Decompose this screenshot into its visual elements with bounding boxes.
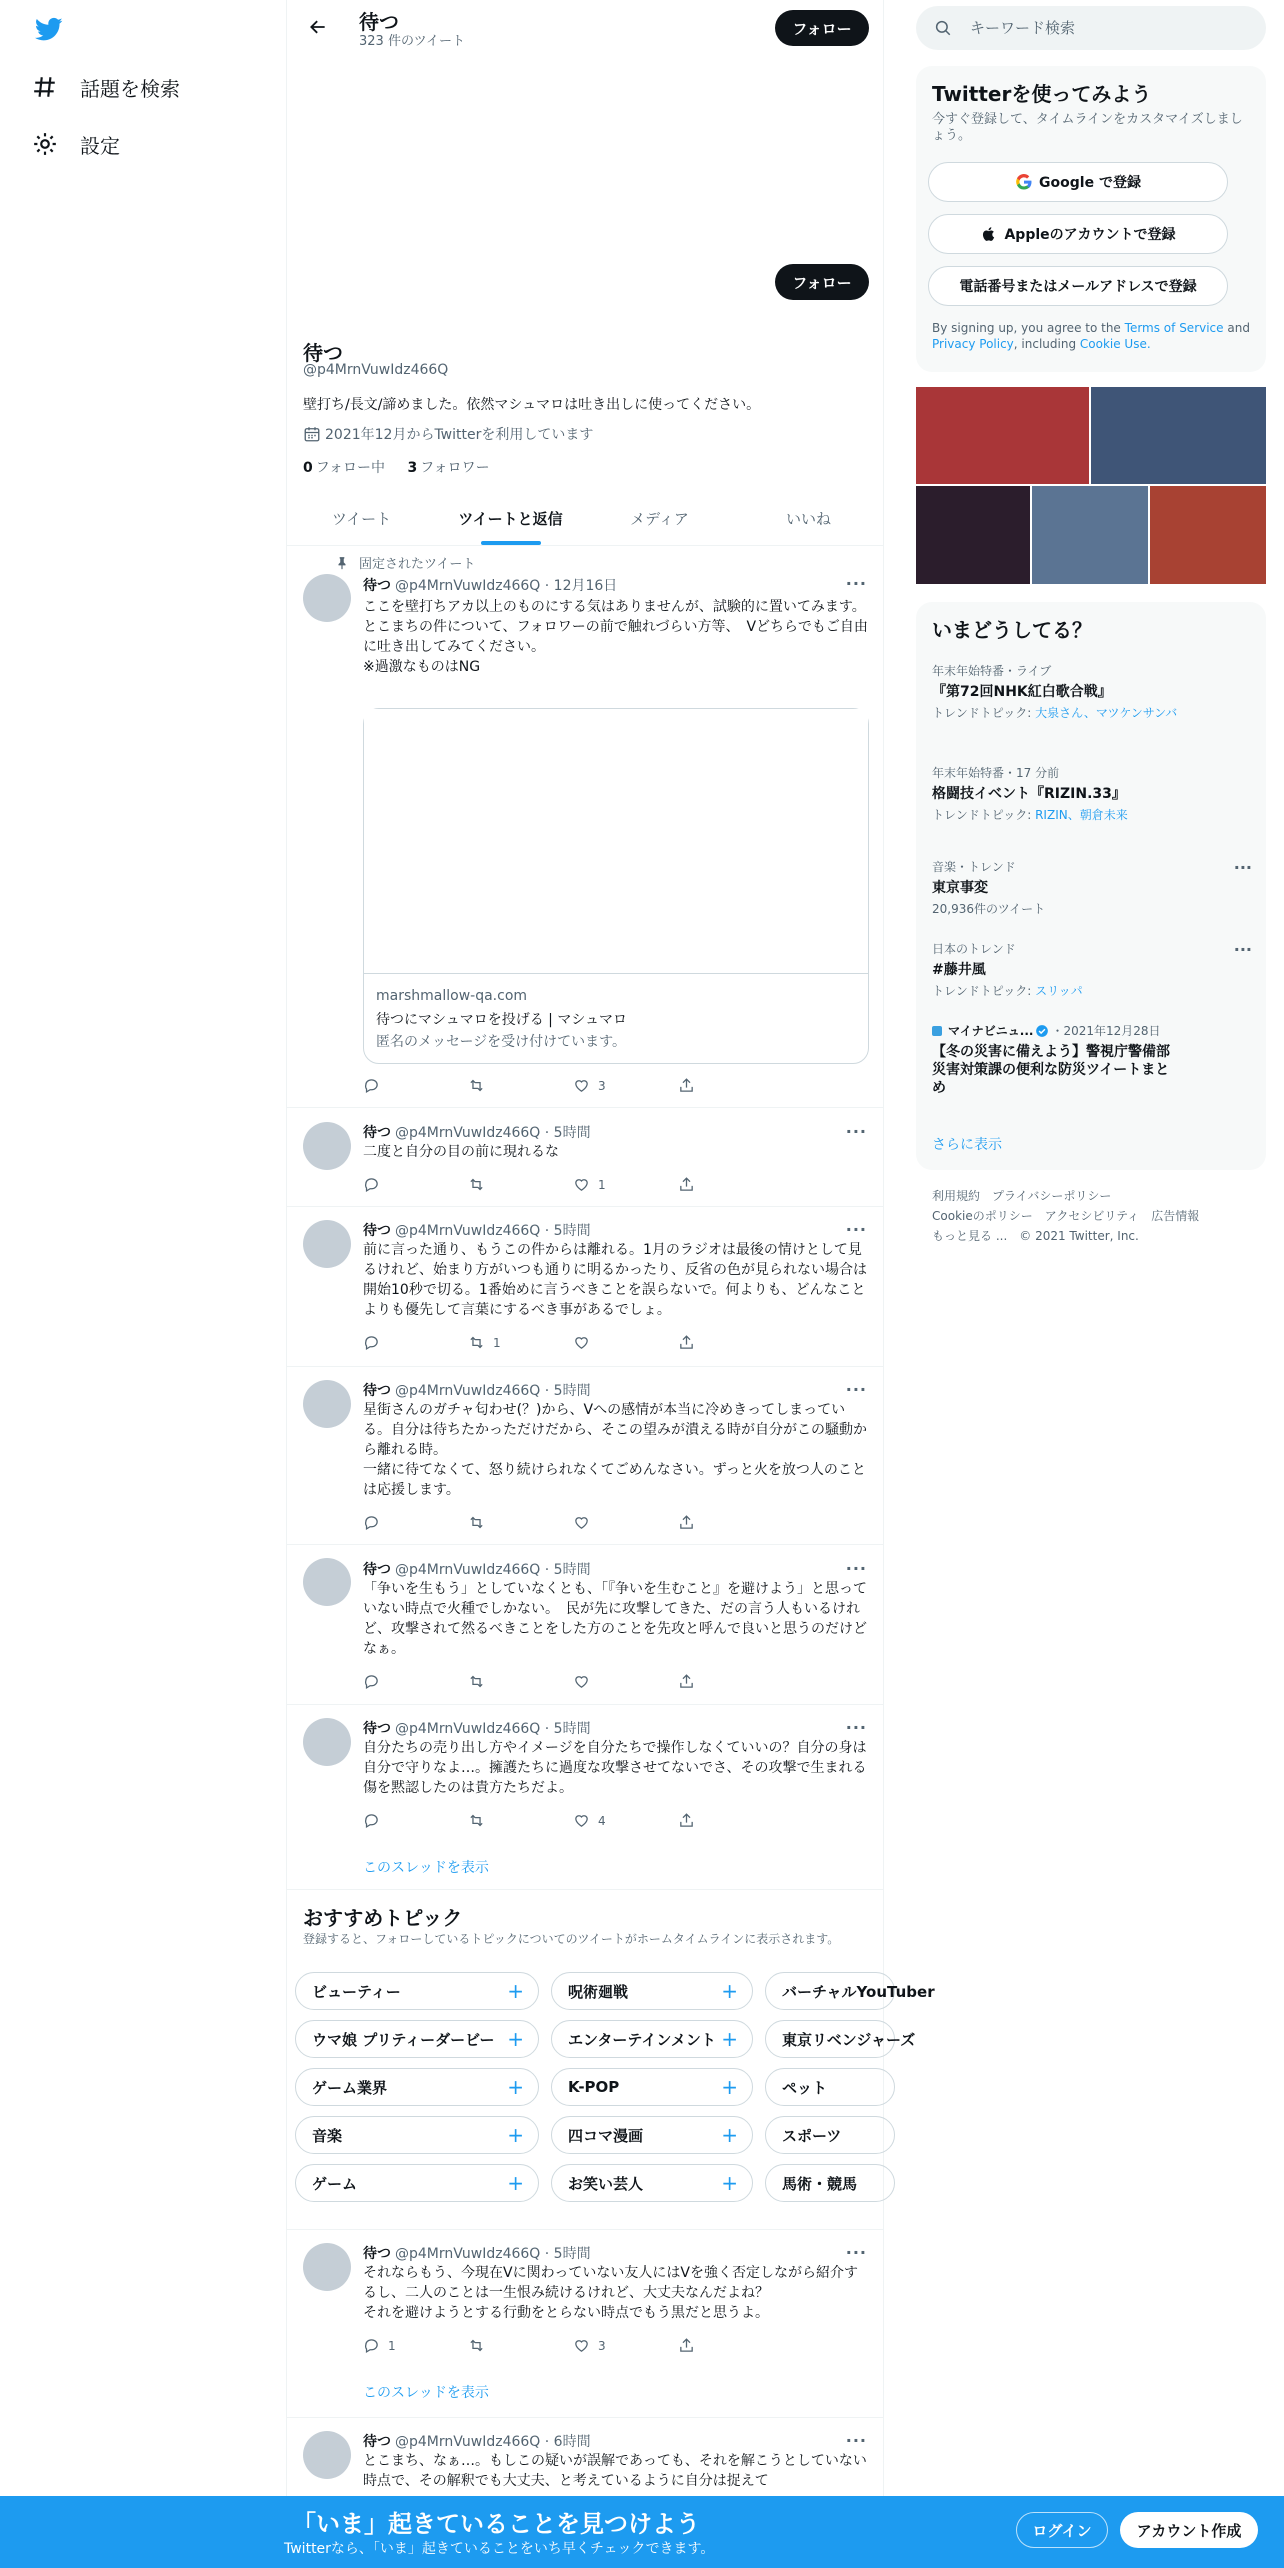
link-card-description: 匿名のメッセージを受け付けています。: [376, 1034, 627, 1050]
reply-button[interactable]: [363, 1812, 468, 1829]
recommended-topics: [287, 1890, 935, 2230]
tweet-author-name[interactable]: 待つ: [363, 2246, 391, 2262]
more-icon[interactable]: ···: [1233, 858, 1252, 877]
trend-title: 『第72回NHK紅白歌合戦』: [932, 684, 1112, 700]
trend-category: 日本のトレンド: [932, 942, 1016, 956]
tweet-text: それならもう、今現在Vに関わっていない友人にはVを強く否定しながら紹介するし、二人のことは一生恨み続けるけれど、大丈夫なんだよね？ それを避けようとする行動をとらない時点でもう黒だと思うよ。: [363, 2265, 859, 2321]
like-count: 3: [598, 2338, 606, 2353]
retweet-button[interactable]: [468, 1176, 573, 1193]
share-icon: [678, 1077, 695, 1094]
trend-category: 年末年始特番・17 分前: [932, 766, 1060, 780]
plus-icon[interactable]: +: [507, 2171, 524, 2195]
header-title: 待つ: [359, 10, 399, 34]
tweet-time[interactable]: 5時間: [553, 1125, 591, 1141]
back-button[interactable]: [301, 10, 335, 44]
reply-button[interactable]: [363, 1514, 468, 1531]
link-card[interactable]: [363, 708, 869, 1064]
avatar[interactable]: [303, 1220, 351, 1268]
footer-link-ads[interactable]: 広告情報: [1151, 1209, 1200, 1223]
topic-chip-label: エンターテインメント: [568, 2030, 716, 2049]
tweet-header: 待つ @p4MrnVuwIdz466Q · 6時間: [363, 2434, 591, 2450]
like-button[interactable]: [573, 1514, 678, 1531]
tweet-author-handle[interactable]: @p4MrnVuwIdz466Q: [395, 578, 541, 594]
tweet-actions: [363, 1334, 783, 1351]
share-button[interactable]: [678, 1334, 783, 1351]
retweet-button[interactable]: [468, 1812, 573, 1829]
share-button[interactable]: [678, 1514, 783, 1531]
trend-item[interactable]: [932, 858, 1252, 917]
trend-item[interactable]: [932, 764, 1252, 823]
retweet-icon: [468, 1077, 485, 1094]
footer-link-cookie[interactable]: Cookieのポリシー: [932, 1209, 1033, 1223]
topic-chip[interactable]: [551, 2164, 753, 2202]
tweet-time[interactable]: 5時間: [553, 1383, 591, 1399]
topic-chip-label: バーチャルYouTuber: [782, 1982, 935, 2001]
verified-badge-icon: [1035, 1024, 1049, 1038]
topic-chip-label: ペット: [782, 2078, 828, 2097]
topic-chip[interactable]: [551, 2068, 753, 2106]
topic-chip[interactable]: [765, 2068, 895, 2106]
profile-bio: 壁打ち/長文/諦めました。依然マシュマロは吐き出しに使ってください。: [303, 397, 761, 413]
following-link[interactable]: [303, 460, 385, 476]
topic-chip[interactable]: [295, 2164, 539, 2202]
share-button[interactable]: [678, 1673, 783, 1690]
search-box[interactable]: [916, 6, 1266, 50]
trend-category: 年末年始特番・ライブ: [932, 664, 1052, 678]
google-icon: [1015, 173, 1033, 191]
profile-follow-button[interactable]: フォロー: [775, 264, 869, 300]
tweet-time[interactable]: 5時間: [553, 1721, 591, 1737]
legal-text: and: [1227, 321, 1250, 335]
heart-icon: [573, 1334, 590, 1351]
topic-chip[interactable]: [765, 2164, 895, 2202]
phone-email-signup-button[interactable]: 電話番号またはメールアドレスで登録: [928, 266, 1228, 306]
reply-icon: [363, 1514, 380, 1531]
signup-panel: [916, 66, 1266, 372]
following-count: 0: [303, 460, 313, 476]
tweet-text: とこまち、なぁ…。もしこの疑いが誤解であっても、それを解こうとしていない時点で、その解釈でも大丈夫、と考えているように自分は捉えて: [363, 2453, 867, 2489]
profile-timeline: [286, 0, 935, 2500]
trend-item[interactable]: [932, 940, 1252, 999]
like-count: 4: [598, 1813, 606, 1828]
tweet-author-handle[interactable]: @p4MrnVuwIdz466Q: [395, 1383, 541, 1399]
media-grid: [916, 387, 1266, 584]
topic-chip-label: 呪術廻戦: [568, 1982, 629, 2001]
calendar-icon: [303, 425, 321, 443]
avatar[interactable]: [303, 1122, 351, 1170]
tweet-header: 待つ @p4MrnVuwIdz466Q · 12月16日: [363, 578, 618, 594]
footer-links: [932, 1186, 1262, 1246]
pinned-label: [335, 553, 475, 572]
google-signup-label: Google で登録: [1039, 175, 1141, 191]
trend-tweet-count: 20,936件のツイート: [932, 902, 1046, 916]
trend-sub-label: トレンドトピック:: [932, 706, 1036, 720]
trend-category: 音楽・トレンド: [932, 860, 1016, 874]
topic-chip-label: 音楽: [312, 2126, 343, 2145]
media-thumbnail[interactable]: [1032, 486, 1148, 584]
profile-banner: [287, 54, 883, 254]
more-icon[interactable]: ···: [845, 2431, 867, 2450]
retweet-button[interactable]: [468, 1673, 573, 1690]
trend-sub-label: トレンドトピック:: [932, 984, 1036, 998]
trends-title: いまどうしてる？: [932, 618, 1092, 642]
tweet-header: 待つ @p4MrnVuwIdz466Q · 5時間: [363, 1383, 591, 1399]
heart-icon: [573, 1176, 590, 1193]
reply-icon: [363, 1673, 380, 1690]
tweet-text: 二度と自分の目の前に現れるな: [363, 1144, 559, 1160]
news-title: 【冬の災害に備えよう】警視庁警備部災害対策課の便利な防災ツイートまとめ: [932, 1044, 1170, 1096]
share-icon: [678, 1334, 695, 1351]
tweet-author-handle[interactable]: @p4MrnVuwIdz466Q: [395, 1721, 541, 1737]
tweet-header: 待つ @p4MrnVuwIdz466Q · 5時間: [363, 1223, 591, 1239]
like-button[interactable]: [573, 2337, 678, 2354]
profile-handle: @p4MrnVuwIdz466Q: [303, 362, 449, 378]
legal-text: , including: [1013, 337, 1077, 351]
google-signup-button[interactable]: [928, 162, 1228, 202]
more-icon[interactable]: ···: [845, 1122, 867, 1141]
tweet-author-name[interactable]: 待つ: [363, 578, 391, 594]
avatar[interactable]: [303, 2243, 351, 2291]
like-count: 3: [598, 1078, 606, 1093]
topics-subtitle: 登録すると、フォローしているトピックについてのツイートがホームタイムラインに表示されます。: [303, 1932, 840, 1946]
show-thread-link[interactable]: このスレッドを表示: [363, 1860, 489, 1876]
avatar[interactable]: [303, 1380, 351, 1428]
more-icon[interactable]: ···: [845, 2243, 867, 2262]
tweet-time[interactable]: 5時間: [553, 1562, 591, 1578]
trend-topic-links[interactable]: RIZIN、朝倉未来: [1035, 808, 1128, 822]
media-thumbnail[interactable]: [916, 387, 1089, 484]
reply-button[interactable]: [363, 2337, 468, 2354]
retweet-button[interactable]: [468, 1077, 573, 1094]
tweet-author-name[interactable]: 待つ: [363, 1223, 391, 1239]
footer-link-privacy[interactable]: プライバシーポリシー: [992, 1189, 1112, 1203]
tweet-actions: [363, 1077, 783, 1094]
arrow-left-icon: [308, 17, 328, 37]
retweet-icon: [468, 1176, 485, 1193]
profile-tabs: [287, 492, 883, 546]
nav-explore-label: 話題を検索: [80, 76, 180, 101]
privacy-link[interactable]: Privacy Policy: [932, 337, 1014, 351]
plus-icon[interactable]: +: [507, 2123, 524, 2147]
followers-link[interactable]: [408, 460, 490, 476]
followers-label: フォロワー: [420, 460, 490, 476]
topic-chip-label: お笑い芸人: [568, 2174, 644, 2193]
news-date: ・2021年12月28日: [1051, 1024, 1161, 1038]
share-icon: [678, 1812, 695, 1829]
tweet-author-handle[interactable]: @p4MrnVuwIdz466Q: [395, 1125, 541, 1141]
media-thumbnail[interactable]: [1150, 486, 1266, 584]
tweet-time[interactable]: 6時間: [553, 2434, 591, 2450]
plus-icon[interactable]: +: [507, 2027, 524, 2051]
reply-button[interactable]: [363, 1176, 468, 1193]
like-button[interactable]: [573, 1176, 678, 1193]
plus-icon[interactable]: +: [721, 2123, 738, 2147]
followers-count: 3: [407, 460, 418, 476]
retweet-button[interactable]: [468, 2337, 573, 2354]
trend-item[interactable]: [932, 662, 1252, 721]
reply-icon: [363, 1176, 380, 1193]
cookie-link[interactable]: Cookie Use.: [1079, 337, 1151, 351]
topic-chip-label: 馬術・競馬: [782, 2174, 858, 2193]
avatar[interactable]: [303, 2431, 351, 2479]
plus-icon[interactable]: +: [721, 2027, 738, 2051]
topic-chip[interactable]: [295, 2068, 539, 2106]
reply-button[interactable]: [363, 1673, 468, 1690]
topic-chip[interactable]: [551, 2020, 753, 2058]
twitter-bird-icon[interactable]: [33, 15, 65, 43]
tweet-time[interactable]: 5時間: [553, 1223, 591, 1239]
tweet-author-name[interactable]: 待つ: [363, 1383, 391, 1399]
following-label: フォロー中: [315, 460, 386, 476]
plus-icon[interactable]: +: [507, 2075, 524, 2099]
nav-settings-label: 設定: [80, 133, 120, 158]
more-icon[interactable]: ···: [845, 574, 867, 593]
trend-title: 東京事変: [932, 880, 988, 896]
topic-chip[interactable]: [765, 2116, 895, 2154]
tweet-author-handle[interactable]: @p4MrnVuwIdz466Q: [395, 1562, 541, 1578]
nav-explore[interactable]: [32, 67, 180, 107]
tweet-actions: [363, 1514, 783, 1531]
tweet-author-name[interactable]: 待つ: [363, 2434, 391, 2450]
tweet-text: 前に言った通り、もうこの件からは離れる。1月のラジオは最後の情けとして見るけれど、始まり方がいつも通りに明るかったり、反省の色が見られない場合は開始10秒で切る。1番始めに言うべきことを誤らないで。何よりも、どんなことよりも優先して言葉にするべき事があるでしょ。: [363, 1242, 867, 1318]
link-card-title: 待つにマシュマロを投げる | マシュマロ: [376, 1012, 628, 1028]
gear-icon: [32, 131, 58, 157]
header-follow-button[interactable]: フォロー: [775, 10, 869, 46]
login-prompt-bar: [0, 2496, 1284, 2568]
topic-chip-label: スポーツ: [782, 2126, 842, 2145]
topic-chip-label: ゲーム: [312, 2174, 358, 2193]
more-icon[interactable]: ···: [845, 1380, 867, 1399]
reply-icon: [363, 2337, 380, 2354]
profile-joined: [303, 424, 593, 444]
tweet-actions: [363, 1673, 783, 1690]
footer-link-accessibility[interactable]: アクセシビリティ: [1044, 1209, 1140, 1223]
retweet-icon: [468, 2337, 485, 2354]
signup-title: Twitterを使ってみよう: [932, 82, 1152, 106]
profile-header-bar: [287, 0, 883, 54]
retweet-icon: [468, 1812, 485, 1829]
tweet-time[interactable]: 5時間: [553, 2246, 591, 2262]
share-button[interactable]: [678, 1812, 783, 1829]
topic-chip-label: ゲーム業界: [312, 2078, 388, 2097]
topic-chip-label: K-POP: [568, 2078, 620, 2096]
topic-chip[interactable]: [295, 2116, 539, 2154]
tweet-text: 星街さんのガチャ匂わせ(？)から、Vへの感情が本当に冷めきってしまっている。自分は待ちたかっただけだから、そこの望みが潰える時が自分がこの騒動から離れる時。 一緒に待てなくて、怒り続けられなくてごめんなさい。ずっと火を放つ人のことは応援します。: [363, 1402, 867, 1498]
tweet-time[interactable]: 12月16日: [553, 578, 618, 594]
like-button[interactable]: [573, 1673, 678, 1690]
link-card-image: [364, 709, 868, 974]
show-thread-link[interactable]: このスレッドを表示: [363, 2385, 489, 2401]
footer-link-more[interactable]: もっと見る ...: [932, 1229, 1008, 1243]
like-button[interactable]: [573, 1334, 678, 1351]
tab-media[interactable]: メディア: [630, 510, 689, 528]
heart-icon: [573, 1077, 590, 1094]
like-button[interactable]: [573, 1812, 678, 1829]
topic-chip[interactable]: [765, 1972, 935, 2010]
topic-chip-label: 四コマ漫画: [568, 2126, 644, 2145]
like-button[interactable]: [573, 1077, 678, 1094]
retweet-icon: [468, 1334, 485, 1351]
retweet-button[interactable]: [468, 1334, 573, 1351]
copyright: © 2021 Twitter, Inc.: [1019, 1229, 1139, 1243]
tweet-text: 自分たちの売り出し方やイメージを自分たちで操作しなくていいの？自分の身は自分で守りなよ…。擁護たちに過度な攻撃させてないでさ、その攻撃で生まれる傷を黙認したのは貴方たちだよ。: [363, 1740, 867, 1796]
right-sidebar: [884, 0, 1284, 2500]
signup-subtitle: 今すぐ登録して、タイムラインをカスタマイズしましょう。: [932, 112, 1243, 143]
more-icon[interactable]: ···: [845, 1718, 867, 1737]
topic-chip-label: ビューティー: [312, 1982, 401, 2001]
topic-chip-label: 東京リベンジャーズ: [782, 2030, 916, 2049]
heart-icon: [573, 1812, 590, 1829]
reply-icon: [363, 1812, 380, 1829]
media-thumbnail[interactable]: [1091, 387, 1266, 484]
share-button[interactable]: [678, 1176, 783, 1193]
tweet-header: 待つ @p4MrnVuwIdz466Q · 5時間: [363, 1562, 591, 1578]
more-icon[interactable]: ···: [845, 1559, 867, 1578]
topics-title: おすすめトピック: [303, 1906, 463, 1930]
tweet-header: 待つ @p4MrnVuwIdz466Q · 5時間: [363, 1125, 591, 1141]
signup-button[interactable]: アカウント作成: [1120, 2512, 1258, 2548]
login-button[interactable]: ログイン: [1016, 2512, 1108, 2548]
topic-chip[interactable]: [551, 2116, 753, 2154]
plus-icon[interactable]: +: [721, 2171, 738, 2195]
search-input[interactable]: [970, 19, 1250, 37]
tab-tweets[interactable]: ツイート: [331, 510, 392, 528]
news-source-icon: [932, 1026, 942, 1036]
nav-settings[interactable]: [32, 124, 120, 164]
reply-icon: [363, 1334, 380, 1351]
pin-icon: [335, 556, 349, 570]
tab-likes[interactable]: いいね: [785, 510, 831, 528]
left-navigation: [0, 0, 286, 2500]
reply-button[interactable]: [363, 1334, 468, 1351]
tweet-author-name[interactable]: 待つ: [363, 1721, 391, 1737]
tweet-author-handle[interactable]: @p4MrnVuwIdz466Q: [395, 2434, 541, 2450]
plus-icon[interactable]: +: [721, 2075, 738, 2099]
tweet-count: 323 件のツイート: [359, 34, 466, 49]
avatar[interactable]: [303, 574, 351, 622]
share-button[interactable]: [678, 1077, 783, 1094]
legal-text: By signing up, you agree to the: [932, 321, 1121, 335]
tab-tweets-and-replies[interactable]: ツイートと返信: [436, 492, 585, 545]
topic-chip[interactable]: [551, 1972, 753, 2010]
retweet-count: 1: [493, 1335, 501, 1350]
news-item[interactable]: [932, 1022, 1252, 1097]
trend-topic-links[interactable]: スリッパ: [1035, 984, 1083, 998]
show-more-trends-link[interactable]: さらに表示: [932, 1137, 1002, 1153]
link-card-domain: marshmallow-qa.com: [376, 988, 528, 1004]
reply-count: 1: [388, 2338, 396, 2353]
more-icon[interactable]: ···: [845, 1220, 867, 1239]
retweet-icon: [468, 1514, 485, 1531]
retweet-icon: [468, 1673, 485, 1690]
bottom-bar-title: 「いま」起きていることを見つけよう: [292, 2510, 700, 2538]
trend-title: #藤井風: [932, 962, 986, 978]
tweet-author-handle[interactable]: @p4MrnVuwIdz466Q: [395, 1223, 541, 1239]
trends-panel: [916, 602, 1266, 1170]
reply-button[interactable]: [363, 1077, 468, 1094]
news-source: マイナビニュ...: [948, 1024, 1034, 1038]
topic-chip[interactable]: [295, 1972, 539, 2010]
terms-link[interactable]: Terms of Service: [1124, 321, 1224, 335]
avatar[interactable]: [303, 1718, 351, 1766]
search-icon: [934, 19, 952, 37]
tweet-author-handle[interactable]: @p4MrnVuwIdz466Q: [395, 2246, 541, 2262]
share-icon: [678, 1176, 695, 1193]
signup-legal: [932, 320, 1252, 352]
apple-icon: [980, 225, 998, 243]
retweet-button[interactable]: [468, 1514, 573, 1531]
topic-chip[interactable]: [295, 2020, 539, 2058]
plus-icon[interactable]: +: [507, 1979, 524, 2003]
trend-sub-label: トレンドトピック:: [932, 808, 1036, 822]
reply-icon: [363, 1077, 380, 1094]
profile-follow-stats: [303, 457, 490, 477]
plus-icon[interactable]: +: [721, 1979, 738, 2003]
tweet-actions: [363, 1812, 783, 1829]
profile-joined-text: 2021年12月からTwitterを利用しています: [325, 427, 594, 443]
tweet-actions: [363, 2337, 783, 2354]
topic-chip[interactable]: [765, 2020, 916, 2058]
share-icon: [678, 1514, 695, 1531]
footer-link-terms[interactable]: 利用規約: [932, 1189, 981, 1203]
apple-signup-button[interactable]: [928, 214, 1228, 254]
tweet-text: 「争いを生もう」としていなくとも、「『争いを生むこと』を避けよう」と思っていない時点で火種でしかない。 民が先に攻撃してきた、だの言う人もいるけれど、攻撃されて然るべきことをした方のことを先攻と呼んで良いと思うのだけどなぁ。: [363, 1581, 867, 1657]
trend-topic-links[interactable]: 大泉さん、マツケンサンバ: [1035, 706, 1178, 720]
tweet-text: ここを壁打ちアカ以上のものにする気はありませんが、試験的に置いてみます。 とこまちの件について、フォロワーの前で触れづらい方等、 Vどちらでもご自由に吐き出してみてください。 ※過激なものはNG: [363, 599, 868, 675]
tweet-author-name[interactable]: 待つ: [363, 1562, 391, 1578]
tweet-header: 待つ @p4MrnVuwIdz466Q · 5時間: [363, 1721, 591, 1737]
like-count: 1: [598, 1177, 606, 1192]
hashtag-icon: [32, 74, 58, 100]
heart-icon: [573, 1673, 590, 1690]
tweet-author-name[interactable]: 待つ: [363, 1125, 391, 1141]
tweet-header: 待つ @p4MrnVuwIdz466Q · 5時間: [363, 2246, 591, 2262]
profile-name: 待つ: [303, 341, 343, 365]
trend-title: 格闘技イベント『RIZIN.33』: [932, 786, 1126, 802]
avatar[interactable]: [303, 1558, 351, 1606]
more-icon[interactable]: ···: [1233, 940, 1252, 959]
share-button[interactable]: [678, 2337, 783, 2354]
apple-signup-label: Appleのアカウントで登録: [1004, 227, 1176, 243]
heart-icon: [573, 1514, 590, 1531]
share-icon: [678, 1673, 695, 1690]
bottom-bar-subtitle: Twitterなら、「いま」起きていることをいち早くチェックできます。: [284, 2541, 715, 2557]
heart-icon: [573, 2337, 590, 2354]
pinned-text: 固定されたツイート: [359, 557, 476, 572]
media-thumbnail[interactable]: [916, 486, 1030, 584]
topic-chip-label: ウマ娘 プリティーダービー: [312, 2030, 495, 2049]
tweet-actions: [363, 1176, 783, 1193]
share-icon: [678, 2337, 695, 2354]
